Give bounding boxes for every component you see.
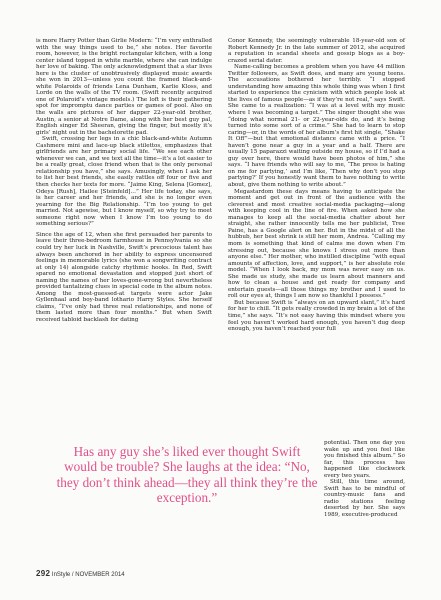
article-column-left (36, 38, 212, 324)
paragraph: Swift, crossing her legs in a chic black-and-white Autumn Cashmere mini and lace-up black stilettos, emphasizes that girlfriends are her primary social life. “We see each other whenever we can, and we text all the time—it’s a lot easier to be a really great, close friend when that is the only personal relationship you have,” she says. Amusingly, when I ask her to list her best friends, she easily rattles off four or five and then checks her texts for more. “Jaime King, Selena [Gomez], Odeya [Rush], Hailee [Steinfeld]…” Her life today, she says, is her career and her friends, and she is no longer even yearning for the Big Relationship. “I’m too young to get married. Not agewise, but I know myself, so why try to meet someone right now when I know I’m too young to do something serious?” (36, 136, 212, 228)
paragraph: is more Harry Potter than Girlie Modern: “I’m very enthralled with the way things used to be,” she notes. Her favorite room, however, is the bright rectangular kitchen, with a long center island topped in white marble, where she can indulge her love of baking. The only acknowledgment that a star lives here is the cluster of unobtrusively displayed music awards she won in 2013—unless you count the framed black-and-white Polaroids of friends Lena Dunham, Karlie Kloss, and Lorde on the walls of the TV room. (Swift recently acquired one of Polaroid’s vintage models.) The loft is their gathering spot for impromptu dance parties or games of pool. Also on the walls are pictures of her dapper 22-year-old brother, Austin, a senior at Notre Dame, along with her best guy pal, English singer Ed Sheeran, giving the finger, but mostly it’s girls’ night out in the bachelorette pad. (36, 38, 212, 136)
paragraph: Conor Kennedy, the seemingly vulnerable 18-year-old son of Robert Kennedy Jr. in the late summer of 2012, she acquired a reputation in scandal sheets and gossip blogs as a boy-crazed serial dater. (228, 38, 405, 64)
article-column-right (228, 38, 405, 333)
pull-quote: Has any guy she’s liked ever thought Swift would be trouble? She laughs at the idea: “No, they don’t think ahead—they all think they’re the exception.” (56, 444, 318, 506)
paragraph: Name-calling becomes a problem when you have 44 million Twitter followers, as Swift does, and many are young teens. The accusations bothered her terribly. “I stopped understanding how amazing this whole thing was when I first started to experience the cynicism with which people look at the lives of famous people—as if they’re not real,” says Swift. She came to a realization: “I was at a level with my music where I was becoming a target.” The singer thought she was “doing what normal 21- or 22-year-olds do, and it’s being turned into some sort of a crime.” She had to learn to stop caring—or, in the words of her album’s first hit single, “Shake It Off”—but that emotional distance came with a price. “I haven’t gone near a guy in a year and a half. There are usually 15 paparazzi waiting outside my house, so if I’d had a guy over here, there would have been photos of him,” she says. “I have friends who will say to me, ‘The press is hating on me for partying,’ and I’m like, ‘Then why don’t you stop partying?’ If you honestly want them to have nothing to write about, give them nothing to write about.” (228, 64, 405, 189)
page-number: 292 (36, 569, 51, 578)
paragraph: Since the age of 12, when she first persuaded her parents to leave their three-bedroom farmhouse in Pennsylvania so she could try her luck in Nashville, Swift’s precocious talent has always been anchored in her ability to express uncensored feelings in memorable lyrics (she won a songwriting contract at only 14) alongside catchy rhythmic hooks. In Red, Swift spared no emotional devastation and stopped just short of naming the names of her loves-gone-wrong but nevertheless provided tantalizing clues in special code in the album notes. Among the most-guessed-at targets were actor Jake Gyllenhaal and boy-band lothario Harry Styles. She herself claims, “I’ve only had three real relationships, and none of them lasted more than four months.” But when Swift received tabloid backlash for dating (36, 231, 212, 323)
article-column-right-bottom (324, 440, 405, 519)
paragraph: Still, this time around, Swift has to be mindful of country-music fans and radio stations feeling deserted by her. She says 1989, executive-produced (324, 479, 405, 519)
paragraph: potential. Then one day you wake up and you feel like you finished this album.” So far, this process has happened like clockwork every two years. (324, 440, 405, 479)
page-footer (36, 569, 125, 578)
folio: InStyle / NOVEMBER 2014 (51, 572, 125, 578)
paragraph: But because Swift is “always on an upward slant,” it’s hard for her to chill. “It gets really crowded in my brain a lot of the time,” she says. “It’s not easy having this mindset where you feel you haven’t worked hard enough, you haven’t dug deep enough, you haven’t reached your full (228, 299, 405, 333)
paragraph: Megastardom these days means having to anticipate the moment and get out in front of the audience with the cleverest and most creative social-media packaging—along with keeping cool in the line of fire. When asked how she manages to keep all the social-media chatter about her straight, she rather innocently tells me her publicist, Tree Paine, has a Google alert on her. But in the midst of all the hubbub, her best shrink is still her mom, Andrea. “Calling my mom is something that kind of calms me down when I’m stressing out, because she knows I stress out more than anyone else.” Her mother, who instilled discipline “with equal amounts of affection, love, and support,” is her absolute role model. “When I look back, my mom was never easy on us. She made us study, she made us learn about manners and how to clean a house and get ready for company and entertain guests—all those things my brother and I used to roll our eyes at, things I am now so thankful I possess.” (228, 188, 405, 300)
